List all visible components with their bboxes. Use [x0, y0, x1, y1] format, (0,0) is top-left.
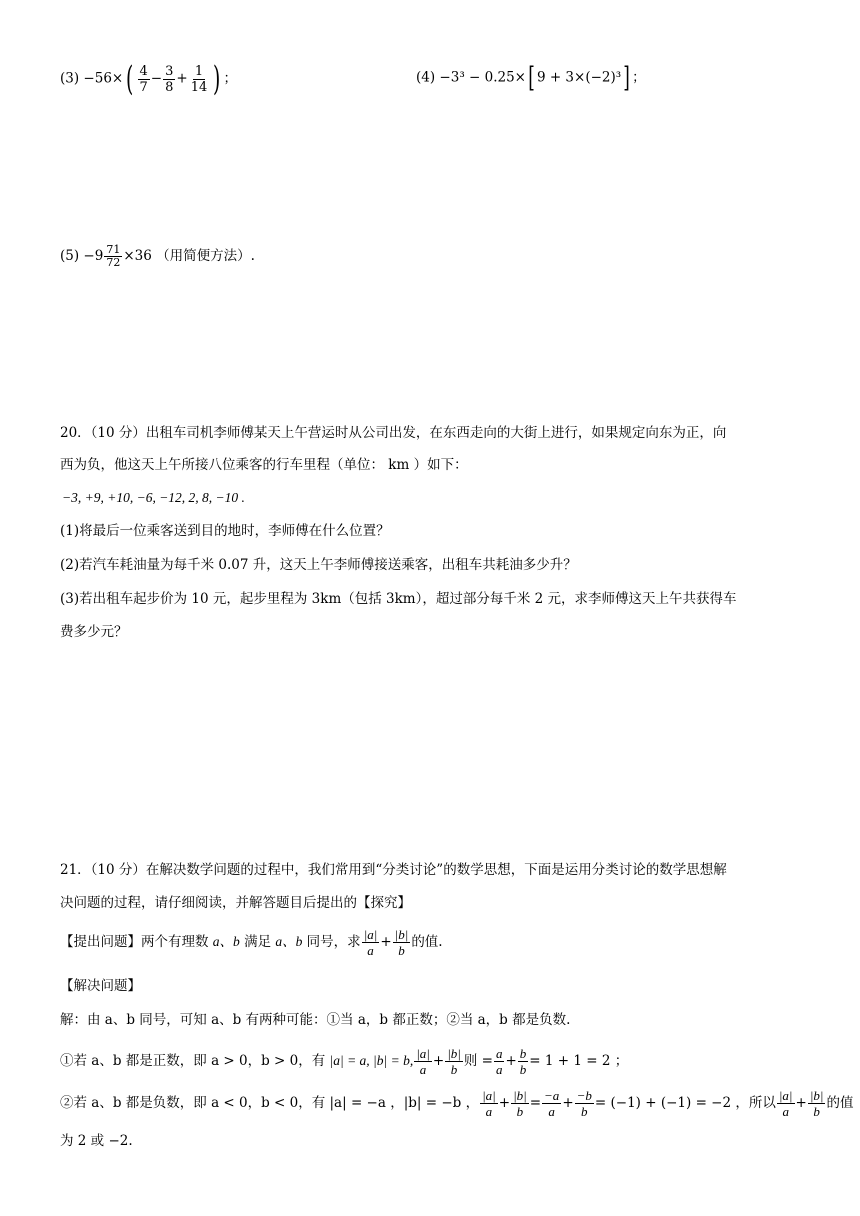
- q21-solve-head: 【解决问题】: [60, 978, 141, 994]
- q20-sub1: (1)将最后一位乘客送到目的地时，李师傅在什么位置？: [60, 523, 390, 539]
- fraction: $\frac{71}{72}$: [106, 243, 121, 269]
- fraction: $\frac{3}{8}$: [165, 63, 174, 95]
- q21-case2-end: 为 2 或 −2.: [60, 1133, 133, 1149]
- q20-data: −3, +9, +10, −6, −12, 2, 8, −10 .: [62, 490, 245, 505]
- q21-line1: 21．（10 分）在解决数学问题的过程中，我们常用到“分类讨论”的数学思想，下面是运用分类讨论的数学思想解: [60, 862, 727, 878]
- q20-sub2: (2)若汽车耗油量为每千米 0.07 升，这天上午李师傅接送乘客，出租车共耗油多少升？: [60, 557, 577, 573]
- q21-case2: ②若 a、b 都是负数，即 a < 0，b < 0，有 |a| = −a ，|b| = −b ， $\frac{|a|}{a}$ + $\frac{|b|}{b}$ = $\frac{-a}{a}$ + $\frac{-b}{b}$ = (−1) + (−1) = −2 ，所以 $\frac{|a|}{a}$ + $\frac{|b|}{b}$ 的值: [60, 1088, 854, 1119]
- abs-fraction: $\frac{|b|}{b}$: [394, 927, 409, 958]
- q19-p5-label: (5): [60, 248, 80, 264]
- abs-fraction: $\frac{|a|}{a}$: [363, 927, 378, 958]
- q19-part5: (5) −9 $\frac{71}{72}$ ×36 （用简便方法）.: [60, 243, 255, 269]
- q19-part3: (3) −56×( $\frac{4}{7}$ − $\frac{3}{8}$ + $\frac{1}{14}$ ) ；: [60, 59, 237, 99]
- fraction: $\frac{4}{7}$: [139, 63, 148, 95]
- q20-line2: 西为负，他这天上午所接八位乘客的行车里程（单位： km ）如下：: [60, 457, 468, 473]
- q19-p4-inner: 9 + 3×(−2)³: [536, 69, 622, 86]
- q19-p4-label: (4): [416, 69, 436, 86]
- q20-sub3a: (3)若出租车起步价为 10 元，起步里程为 3km（包括 3km），超过部分每千米 2 元，求李师傅这天上午共获得车: [60, 591, 737, 607]
- q19-p5-lead: −9: [83, 248, 104, 264]
- left-paren: (: [126, 59, 134, 99]
- q19-p3-lead: −56×: [83, 70, 124, 87]
- q20-sub3b: 费多少元？: [60, 624, 128, 640]
- q19-p4-expr: −3³ − 0.25×: [439, 69, 526, 86]
- fraction: $\frac{1}{14}$: [190, 63, 208, 95]
- q21-line2: 决问题的过程，请仔细阅读，并解答题目后提出的【探究】: [60, 895, 411, 911]
- q21-problem: 【提出问题】两个有理数 a、b 满足 a、b 同号，求 $\frac{|a|}{a}$ + $\frac{|b|}{b}$ 的值.: [60, 927, 443, 958]
- q21-case1: ①若 a、b 都是正数，即 a > 0，b > 0，有 |a| = a, |b| = b, $\frac{|a|}{a}$ + $\frac{|b|}{b}$ 则 = $\frac{a}{a}$ + $\frac{b}{b}$ = 1 + 1 = 2 ；: [60, 1046, 629, 1077]
- q21-solve-line: 解：由 a、b 同号，可知 a、b 有两种可能：①当 a，b 都正数；②当 a，b 都是负数.: [60, 1012, 571, 1028]
- right-paren: ): [213, 59, 221, 99]
- q19-part4: (4) −3³ − 0.25×[ 9 + 3×(−2)³] ；: [416, 61, 646, 94]
- q19-p5-note: （用简便方法）.: [156, 248, 255, 264]
- q20-line1: 20．（10 分）出租车司机李师傅某天上午营运时从公司出发，在东西走向的大街上进行，如果规定向东为正，向: [60, 425, 727, 441]
- q19-p3-label: (3): [60, 70, 80, 87]
